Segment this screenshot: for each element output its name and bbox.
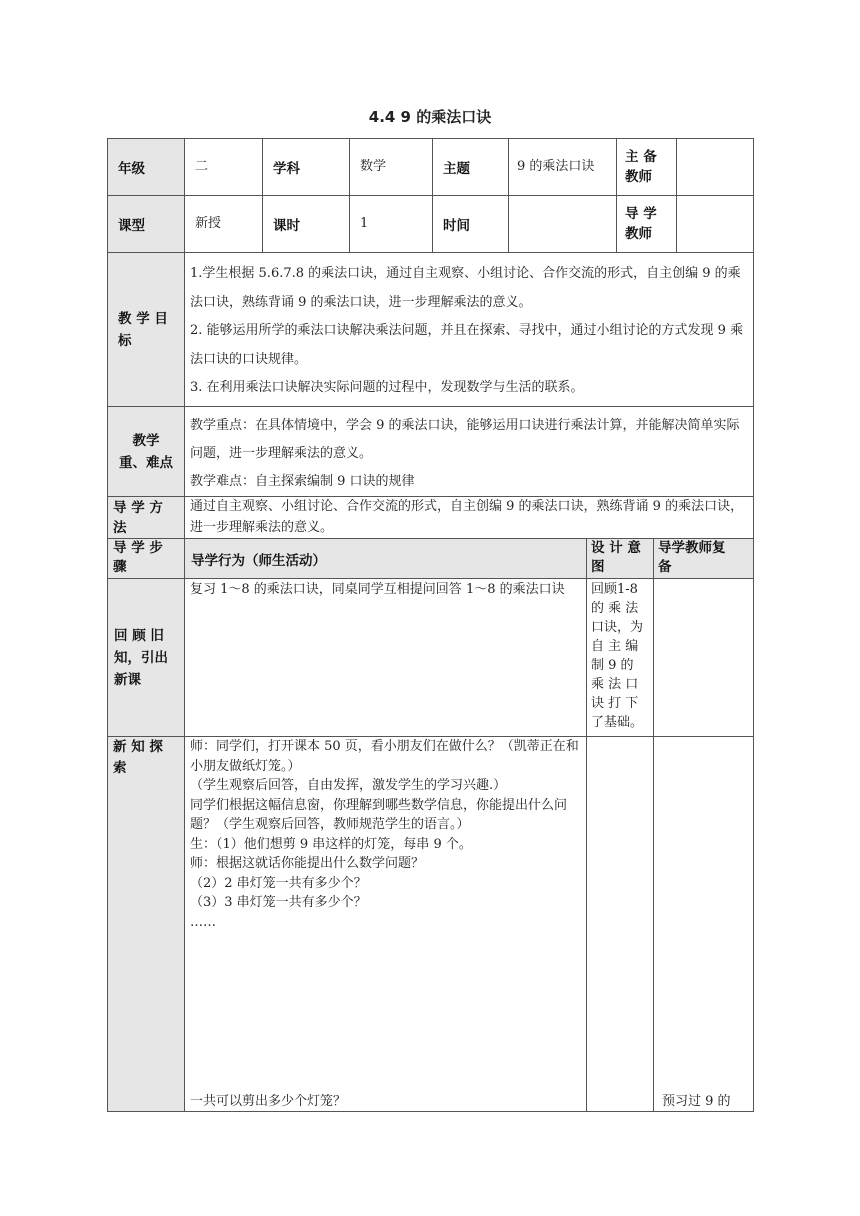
topic-label: 主题 <box>443 161 470 177</box>
explore-line: 师：同学们，打开课本 50 页，看小朋友们在做什么？（凯蒂正在和小朋友做纸灯笼。） <box>190 739 579 774</box>
lesson-type-value: 新授 <box>195 216 222 231</box>
explore-line: 师：根据这就话你能提出什么数学问题？ <box>190 856 425 871</box>
main-teacher-value <box>677 139 753 195</box>
explore-behavior <box>190 737 582 932</box>
period-label: 课时 <box>273 218 300 234</box>
subject-value: 数学 <box>360 159 387 174</box>
review-behavior-text: 复习 1～8 的乘法口诀，同桌同学互相提问回答 1～8 的乘法口诀 <box>190 582 565 597</box>
subject-label: 学科 <box>273 161 300 177</box>
main-teacher-label: 主 备 教师 <box>625 149 657 185</box>
goals-list <box>190 260 750 403</box>
review-label: 回 顾 旧 知，引出 新课 <box>114 627 168 688</box>
goals-label: 教 学 目 标 <box>118 310 168 349</box>
steps-header-review: 导学教师复 备 <box>658 540 726 575</box>
explore-line: 同学们根据这幅信息窗，你理解到哪些数学信息，你能提出什么问题？（学生观察后回答，教师规范学生的语言。） <box>190 797 568 832</box>
steps-header-intent: 设 计 意 图 <box>591 540 641 575</box>
lesson-type-label: 课型 <box>118 218 145 234</box>
explore-line: 生：（1）他们想剪 9 串这样的灯笼，每串 9 个。 <box>190 836 472 852</box>
document-title: 4.4 9 的乘法口诀 <box>368 108 492 126</box>
explore-bottom-line: 一共可以剪出多少个灯笼？ <box>190 1094 347 1109</box>
explore-line: （2）2 串灯笼一共有多少个？ <box>190 875 367 891</box>
method-text: 通过自主观察、小组讨论、合作交流的形式，自主创编 9 的乘法口诀，熟练背诵 9 的乘法口诀，进一步理解乘法的意义。 <box>190 499 744 535</box>
explore-line: （学生观察后回答，自由发挥，激发学生的学习兴趣.） <box>190 778 507 793</box>
guide-teacher-label: 导 学 教师 <box>625 206 657 242</box>
explore-line: …… <box>190 914 216 930</box>
period-value: 1 <box>360 216 369 231</box>
key-point-text: 教学重点：在具体情境中，学会 9 的乘法口诀，能够运用口诀进行乘法计算，并能解决简单实际问题，进一步理解乘法的意义。 <box>190 418 740 461</box>
review-intent-text: 回顾1-8 的 乘 法 口诀，为 自 主 编 制 9 的 乘 法 口 诀 打 下 了基础。 <box>591 582 644 730</box>
focus-label: 教学 重、难点 <box>119 432 173 471</box>
grade-value: 二 <box>195 159 209 174</box>
explore-label: 新 知 探 索 <box>113 739 163 776</box>
time-label: 时间 <box>443 218 470 234</box>
steps-header-behavior: 导学行为（师生活动） <box>191 552 326 569</box>
time-value <box>509 196 616 252</box>
goal-item: 3. 在利用乘法口诀解决实际问题的过程中，发现数学与生活的联系。 <box>190 380 584 395</box>
explore-notes-text: 预习过 9 的 <box>662 1094 731 1109</box>
topic-value: 9 的乘法口诀 <box>517 159 595 174</box>
method-label: 导 学 方 法 <box>113 500 163 536</box>
grade-label: 年级 <box>118 161 145 177</box>
steps-header-step: 导 学 步 骤 <box>113 540 163 575</box>
explore-line: （3）3 串灯笼一共有多少个？ <box>190 895 367 910</box>
goal-item: 1.学生根据 5.6.7.8 的乘法口诀，通过自主观察、小组讨论、合作交流的形式，自主创编 9 的乘法口诀，熟练背诵 9 的乘法口诀，进一步理解乘法的意义。 <box>190 266 741 310</box>
goal-item: 2. 能够运用所学的乘法口诀解决乘法问题，并且在探索、寻找中，通过小组讨论的方式发现 9 乘法口诀的口诀规律。 <box>190 323 744 367</box>
guide-teacher-value <box>677 196 753 252</box>
difficult-point-text: 教学难点：自主探索编制 9 口诀的规律 <box>190 474 415 489</box>
focus-content <box>190 412 750 496</box>
